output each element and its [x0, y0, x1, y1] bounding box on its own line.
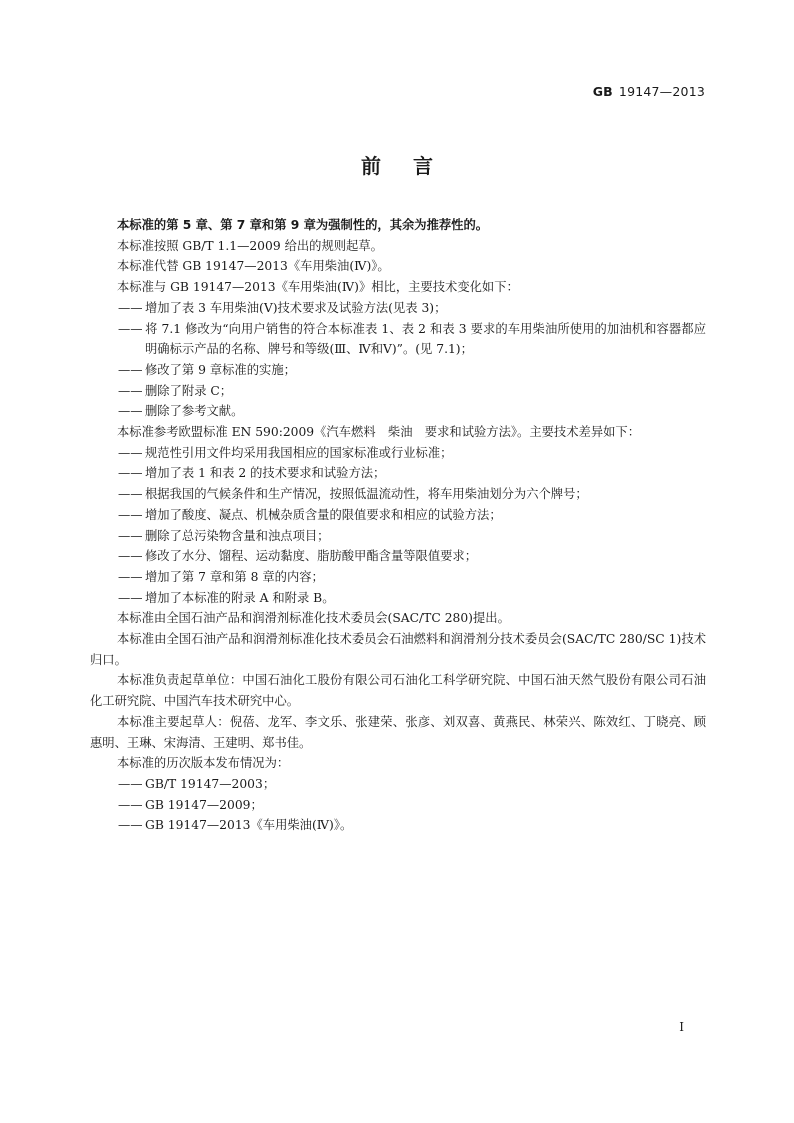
- dash-item-text: 增加了酸度、凝点、机械杂质含量的限值要求和相应的试验方法；: [145, 507, 502, 522]
- dash-list-item: [90, 588, 706, 609]
- standard-number: [593, 84, 705, 99]
- dash-mark: ——: [118, 569, 143, 584]
- dash-item-text: GB/T 19147—2003；: [145, 776, 276, 791]
- dash-list-item: [90, 546, 706, 567]
- dash-mark: ——: [118, 362, 143, 377]
- dash-list-item: [90, 401, 706, 422]
- dash-mark: ——: [118, 507, 143, 522]
- paragraph: 本标准参考欧盟标准 EN 590:2009《汽车燃料 柴油 要求和试验方法》。主要技术差异如下：: [117, 425, 641, 440]
- paragraph: 本标准主要起草人：倪蓓、龙军、李文乐、张建荣、张彦、刘双喜、黄燕民、林荣兴、陈效红、丁晓亮、顾惠明、王琳、宋海清、王建明、郑书佳。: [90, 714, 706, 750]
- dash-list-item: [90, 360, 706, 381]
- mandatory-clause-paragraph: 本标准的第 5 章、第 7 章和第 9 章为强制性的，其余为推荐性的。: [117, 218, 489, 232]
- dash-list-item: [90, 298, 706, 319]
- dash-list-item: [90, 815, 706, 836]
- dash-mark: ——: [118, 383, 143, 398]
- dash-item-text: 删除了总污染物含量和浊点项目；: [145, 528, 330, 543]
- dash-item-text: 删除了附录 C；: [145, 383, 233, 398]
- dash-item-text: 将 7.1 修改为“向用户销售的符合本标准表 1、表 2 和表 3 要求的车用柴油所使用的加油机和容器都应明确标示产品的名称、牌号和等级(Ⅲ、Ⅳ和Ⅴ)”。(见 7.1)；: [145, 321, 706, 357]
- standard-prefix: GB: [592, 84, 613, 99]
- dash-mark: ——: [118, 466, 143, 481]
- dash-mark: ——: [118, 590, 143, 605]
- dash-list-item: [90, 505, 706, 526]
- dash-item-text: 修改了第 9 章标准的实施；: [145, 362, 296, 377]
- dash-mark: ——: [118, 528, 143, 543]
- dash-mark: ——: [118, 300, 143, 315]
- dash-item-text: 增加了表 3 车用柴油(Ⅴ)技术要求及试验方法(见表 3)；: [145, 300, 447, 315]
- paragraph: 本标准与 GB 19147—2013《车用柴油(Ⅳ)》相比，主要技术变化如下：: [117, 280, 519, 295]
- paragraph: 本标准负责起草单位：中国石油化工股份有限公司石油化工科学研究院、中国石油天然气股份有限公司石油化工研究院、中国汽车技术研究中心。: [90, 673, 706, 709]
- dash-list-item: [90, 795, 706, 816]
- dash-list-item: [90, 443, 706, 464]
- dash-list-item: [90, 463, 706, 484]
- dash-mark: ——: [118, 487, 143, 502]
- dash-item-text: 增加了本标准的附录 A 和附录 B。: [145, 590, 335, 605]
- dash-item-text: 规范性引用文件均采用我国相应的国家标准或行业标准；: [145, 445, 453, 460]
- dash-item-text: GB 19147—2009；: [145, 797, 263, 812]
- dash-list-item: [90, 381, 706, 402]
- paragraph: 本标准代替 GB 19147—2013《车用柴油(Ⅳ)》。: [117, 259, 390, 274]
- dash-mark: ——: [118, 321, 143, 336]
- dash-mark: ——: [118, 445, 143, 460]
- page-title: 前言: [361, 154, 465, 178]
- dash-list-item: [90, 319, 706, 360]
- dash-item-text: 修改了水分、馏程、运动黏度、脂肪酸甲酯含量等限值要求；: [145, 549, 478, 564]
- dash-mark: ——: [118, 549, 143, 564]
- paragraph: 本标准按照 GB/T 1.1—2009 给出的规则起草。: [117, 238, 383, 253]
- dash-item-text: 增加了表 1 和表 2 的技术要求和试验方法；: [145, 466, 386, 481]
- foreword-body: [90, 215, 706, 836]
- dash-list-item: [90, 774, 706, 795]
- dash-mark: ——: [118, 818, 143, 833]
- page-number: Ⅰ: [679, 1020, 684, 1034]
- dash-mark: ——: [118, 776, 143, 791]
- dash-list-item: [90, 526, 706, 547]
- dash-item-text: GB 19147—2013《车用柴油(Ⅳ)》。: [145, 818, 353, 833]
- dash-list-item: [90, 567, 706, 588]
- paragraph: 本标准由全国石油产品和润滑剂标准化技术委员会石油燃料和润滑剂分技术委员会(SAC/TC 280/SC 1)技术归口。: [90, 632, 706, 667]
- dash-list-item: [90, 484, 706, 505]
- dash-mark: ——: [118, 404, 143, 419]
- standard-code: 19147—2013: [618, 84, 705, 99]
- paragraph: 本标准由全国石油产品和润滑剂标准化技术委员会(SAC/TC 280)提出。: [117, 611, 510, 626]
- paragraph: 本标准的历次版本发布情况为：: [117, 756, 290, 771]
- dash-item-text: 增加了第 7 章和第 8 章的内容；: [145, 569, 324, 584]
- dash-item-text: 删除了参考文献。: [145, 404, 244, 419]
- dash-item-text: 根据我国的气候条件和生产情况，按照低温流动性，将车用柴油划分为六个牌号；: [145, 487, 588, 502]
- dash-mark: ——: [118, 797, 143, 812]
